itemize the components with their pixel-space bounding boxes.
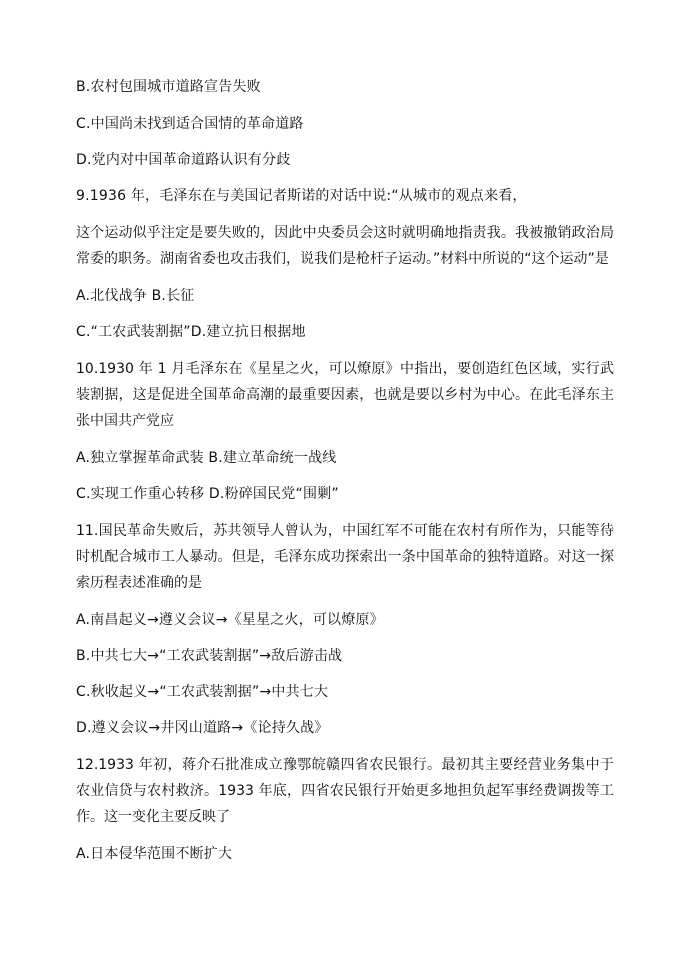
q9-stem-body: 这个运动似乎注定是要失败的，因此中央委员会这时就明确地指责我。我被撤销政治局常委的职务。湖南省委也攻击我们，说我们是枪杆子运动。”材料中所说的“这个运动”是 xyxy=(76,225,614,267)
q8-option-c: C.中国尚未找到适合国情的革命道路 xyxy=(76,116,304,132)
q10-options-cd: C.实现工作重心转移 D.粉碎国民党“围剿” xyxy=(76,486,339,502)
q9-options-cd: C.“工农武装割据”D.建立抗日根据地 xyxy=(76,324,306,340)
q9-stem-line1: 9.1936 年，毛泽东在与美国记者斯诺的对话中说:“从城市的观点来看， xyxy=(76,188,527,204)
q12-option-a: A.日本侵华范围不断扩大 xyxy=(76,846,233,862)
q9-options-ab: A.北伐战争 B.长征 xyxy=(76,288,195,304)
q8-option-d: D.党内对中国革命道路认识有分歧 xyxy=(76,152,291,168)
q8-option-b: B.农村包围城市道路宣告失败 xyxy=(76,79,261,95)
q10-options-ab: A.独立掌握革命武装 B.建立革命统一战线 xyxy=(76,450,337,466)
q11-option-d: D.遵义会议→井冈山道路→《论持久战》 xyxy=(76,720,329,736)
q11-option-c: C.秋收起义→“工农武装割据”→中共七大 xyxy=(76,684,329,700)
q11-stem: 11.国民革命失败后，苏共领导人曾认为，中国红军不可能在农村有所作为，只能等待时机配合城市工人暴动。但是，毛泽东成功探索出一条中国革命的独特道路。对这一探索历程表述准确的是 xyxy=(76,523,614,591)
document-content xyxy=(76,76,614,865)
q12-stem: 12.1933 年初，蒋介石批准成立豫鄂皖赣四省农民银行。最初其主要经营业务集中于农业信贷与农村救济。1933 年底，四省农民银行开始更多地担负起军事经费调拨等工作。这一变化主要反映了 xyxy=(76,757,614,825)
q11-option-b: B.中共七大→“工农武装割据”→敌后游击战 xyxy=(76,648,343,664)
q10-stem: 10.1930 年 1 月毛泽东在《星星之火，可以燎原》中指出，要创造红色区域，实行武装割据，这是促进全国革命高潮的最重要因素，也就是要以乡村为中心。在此毛泽东主张中国共产党应 xyxy=(76,361,614,429)
q11-option-a: A.南昌起义→遵义会议→《星星之火，可以燎原》 xyxy=(76,612,384,628)
